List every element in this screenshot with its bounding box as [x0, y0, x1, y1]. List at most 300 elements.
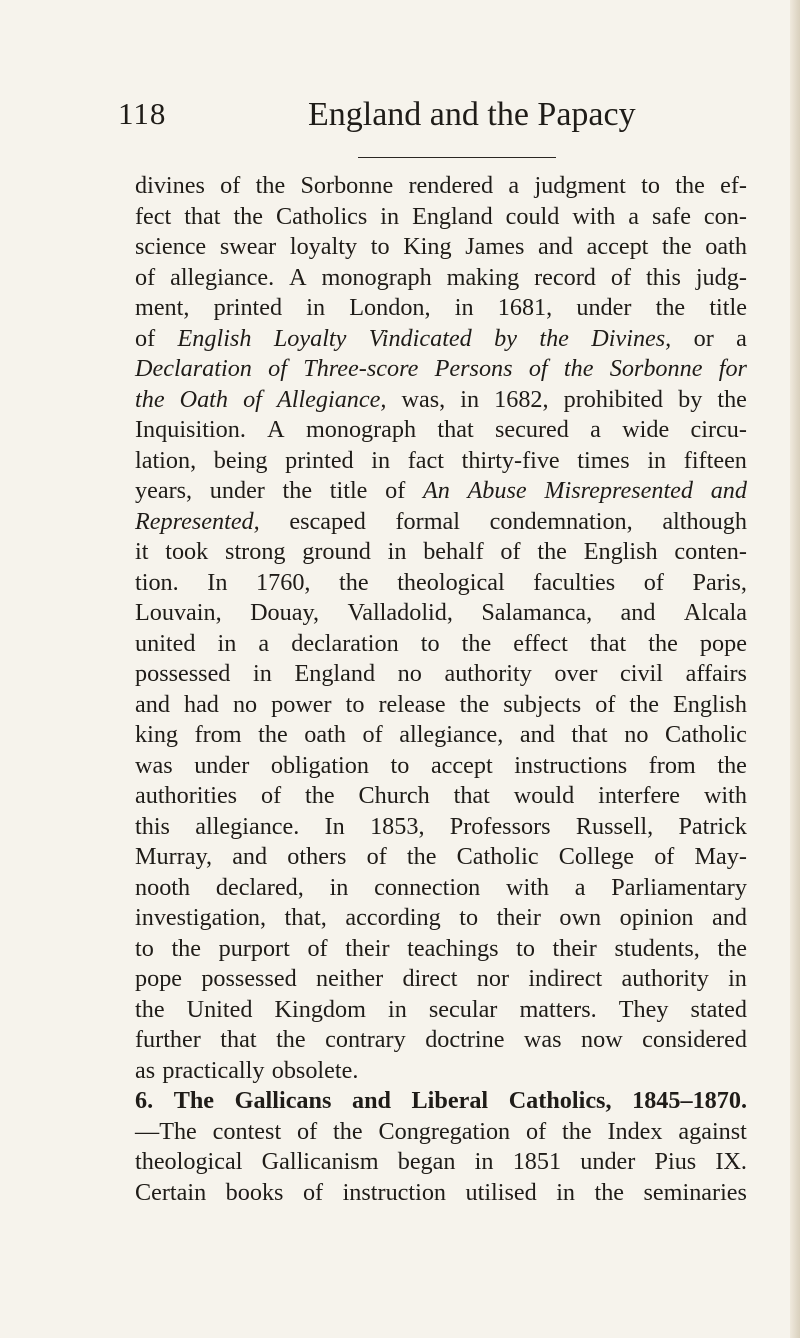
word: over: [554, 660, 598, 687]
word: instructions: [514, 751, 628, 779]
word: Gallicanism: [261, 1148, 379, 1175]
word: the: [629, 690, 659, 718]
word: secured: [494, 416, 569, 443]
word: although: [662, 507, 747, 535]
word: ef-: [720, 172, 747, 199]
word: in: [647, 446, 667, 474]
word: swear: [219, 233, 277, 260]
word: of: [362, 721, 383, 748]
word: Index: [607, 1117, 663, 1145]
text-line: [135, 232, 747, 263]
word: against: [678, 1117, 747, 1145]
word: considered: [642, 1026, 747, 1053]
word: subjects: [503, 690, 582, 718]
page-header: [118, 96, 638, 142]
word: monograph: [321, 263, 432, 291]
word: behalf: [423, 538, 484, 565]
word: Certain: [135, 1178, 207, 1206]
word: In: [207, 568, 228, 596]
text-line: [135, 995, 747, 1026]
word: Douay,: [250, 599, 320, 626]
word: 1681,: [497, 294, 553, 321]
word: In: [324, 812, 345, 840]
word: in: [253, 660, 272, 687]
word: effect: [513, 629, 568, 657]
word: pope: [699, 629, 747, 657]
text-line: [135, 812, 747, 843]
word: and: [519, 721, 555, 748]
word: a: [258, 629, 270, 657]
word: accept: [586, 233, 649, 260]
word: the: [276, 1026, 306, 1053]
word: possessed: [135, 660, 231, 687]
word: Loyalty: [273, 324, 347, 352]
word: strong: [225, 538, 286, 565]
word: Gallicans: [234, 1087, 332, 1114]
word: or: [693, 324, 714, 352]
word: by: [678, 385, 703, 413]
word: authority: [621, 965, 709, 992]
word: in: [474, 1148, 494, 1175]
word: a: [508, 172, 520, 199]
word: —The: [135, 1117, 197, 1145]
word: that: [453, 782, 490, 809]
word: the: [459, 690, 490, 718]
word: Allegiance,: [276, 385, 387, 413]
word: from: [194, 721, 242, 748]
word: London,: [349, 294, 431, 321]
word: a: [736, 324, 747, 352]
word: the: [333, 1117, 363, 1145]
word: the: [563, 355, 594, 382]
word: theological: [397, 568, 505, 596]
word: authorities: [135, 782, 238, 809]
word: under: [576, 294, 632, 321]
text-line: [135, 476, 747, 507]
text-line: [135, 1147, 747, 1178]
word: of: [220, 172, 241, 199]
word: printed: [285, 446, 354, 474]
word: the: [594, 1178, 625, 1206]
word: a: [574, 873, 586, 901]
word: under: [580, 1148, 636, 1175]
word: of: [261, 782, 282, 809]
word: nooth: [135, 873, 191, 901]
text-line: [135, 903, 747, 934]
text-line: [135, 1086, 747, 1117]
word: to: [420, 629, 440, 657]
word: the: [662, 233, 692, 260]
word: science: [135, 233, 207, 260]
word: no: [624, 721, 649, 748]
word: oath: [304, 721, 346, 748]
word: of: [654, 843, 675, 870]
word: the: [461, 629, 492, 657]
text-line: [135, 964, 747, 995]
word: Liberal: [411, 1087, 489, 1114]
text-line: [135, 873, 747, 904]
text-line: [135, 1117, 747, 1148]
word: possessed: [201, 965, 297, 992]
word: England: [294, 660, 376, 687]
word: Valladolid,: [347, 599, 453, 626]
word: with: [506, 873, 550, 901]
text-line: [135, 842, 747, 873]
word: oath: [705, 233, 747, 260]
word: the: [537, 538, 567, 565]
word: allegiance.: [195, 812, 300, 840]
word: nor: [476, 965, 510, 992]
word: took: [165, 538, 209, 565]
word: was,: [401, 385, 446, 413]
word: Church: [358, 782, 430, 809]
word: of: [526, 1117, 547, 1145]
word: Louvain,: [135, 599, 222, 626]
word: allegiance.: [170, 263, 275, 291]
word: United: [186, 995, 253, 1023]
text-line: [135, 537, 747, 568]
word: of: [528, 355, 548, 382]
word: the: [717, 934, 747, 962]
word: thirty-five: [461, 446, 560, 474]
word: Alcala: [683, 599, 747, 626]
word: monograph: [305, 416, 417, 443]
word: as: [135, 1056, 156, 1084]
word: James: [465, 233, 525, 260]
word: Paris,: [692, 568, 747, 596]
text-line: [135, 690, 747, 721]
text-line: [135, 751, 747, 782]
word: title: [329, 477, 368, 504]
word: obligation: [270, 751, 369, 779]
word: from: [648, 751, 696, 779]
word: Salamanca,: [481, 599, 593, 626]
text-line: [135, 1025, 747, 1056]
word: A: [267, 416, 285, 443]
word: according: [345, 904, 441, 931]
word: Catholics,: [508, 1087, 612, 1114]
word: to: [459, 904, 479, 931]
word: 1845–1870.: [632, 1087, 747, 1114]
word: rendered: [408, 172, 494, 199]
word: the: [233, 202, 263, 230]
word: formal: [395, 507, 460, 535]
word: wide: [622, 416, 670, 443]
word: king: [135, 721, 179, 748]
word: others: [287, 843, 347, 870]
word: a: [628, 202, 640, 230]
word: the: [717, 751, 747, 779]
text-line: [135, 202, 747, 233]
word: printed: [213, 294, 283, 321]
word: of: [643, 568, 664, 596]
word: the: [282, 477, 313, 504]
word: divines: [135, 172, 205, 199]
word: in: [728, 965, 747, 992]
word: matters.: [519, 995, 597, 1023]
text-line: [135, 659, 747, 690]
word: Declaration: [135, 355, 252, 382]
word: Russell,: [575, 812, 654, 840]
word: instruction: [342, 1178, 447, 1206]
text-line: [135, 568, 747, 599]
word: in: [454, 294, 474, 321]
word: teachings: [407, 934, 499, 962]
word: May-: [694, 843, 747, 870]
word: own: [559, 904, 602, 931]
page-number: 118: [118, 96, 167, 131]
word: interfere: [598, 782, 681, 809]
word: of: [307, 934, 328, 962]
word: the: [305, 782, 335, 809]
running-title: England and the Papacy: [308, 96, 636, 133]
word: Catholic: [456, 843, 539, 870]
text-line: [135, 293, 747, 324]
word: the: [406, 843, 437, 870]
word: of: [385, 477, 406, 504]
word: of: [595, 690, 616, 718]
word: making: [446, 263, 520, 291]
word: obsolete.: [271, 1056, 359, 1084]
word: their: [496, 904, 541, 931]
word: Congregation: [378, 1117, 511, 1145]
word: English: [177, 324, 252, 352]
word: the: [655, 294, 686, 321]
word: Persons: [434, 355, 513, 382]
word: for: [718, 355, 747, 382]
word: in: [329, 873, 349, 901]
word: 1851: [512, 1148, 562, 1175]
word: stated: [690, 995, 747, 1023]
word: in: [371, 446, 391, 474]
word: investigation,: [135, 904, 266, 931]
word: Catholics: [275, 202, 368, 230]
word: conten-: [674, 538, 747, 565]
word: practically: [162, 1056, 265, 1084]
word: to: [370, 233, 390, 260]
word: con-: [703, 202, 747, 230]
word: record: [534, 263, 596, 291]
word: College: [558, 843, 635, 870]
word: no: [397, 660, 422, 687]
word: the: [135, 385, 165, 413]
word: Sorbonne: [300, 172, 394, 199]
word: 1760,: [256, 568, 311, 596]
word: the: [135, 995, 165, 1023]
text-line: [135, 507, 747, 538]
word: safe: [652, 202, 691, 230]
word: to: [516, 934, 535, 962]
word: theological: [135, 1148, 243, 1175]
word: pope: [135, 965, 183, 992]
word: under: [209, 477, 265, 504]
word: this: [135, 812, 170, 840]
word: in: [556, 1178, 576, 1206]
text-line: [135, 598, 747, 629]
word: A: [289, 263, 307, 291]
word: allegiance,: [399, 721, 504, 748]
word: and: [351, 1087, 391, 1114]
word: in: [217, 629, 237, 657]
word: no: [232, 690, 258, 718]
header-rule: [358, 157, 556, 158]
word: purport: [218, 934, 290, 962]
word: opinion: [619, 904, 694, 931]
word: of: [135, 263, 156, 291]
word: affairs: [685, 660, 747, 687]
word: An: [422, 477, 450, 504]
word: that: [184, 202, 221, 230]
word: Oath: [179, 385, 228, 413]
word: now: [581, 1026, 623, 1053]
word: and: [710, 477, 747, 504]
word: the: [255, 172, 286, 199]
word: Sorbonne: [609, 355, 703, 382]
word: condemnation,: [489, 507, 633, 535]
word: utilised: [465, 1178, 537, 1206]
word: the: [339, 568, 369, 596]
word: times: [577, 446, 630, 474]
word: that: [220, 1026, 257, 1053]
word: They: [618, 995, 669, 1023]
word: Abuse: [467, 477, 527, 504]
word: Three-score: [303, 355, 419, 382]
word: England: [412, 202, 493, 230]
word: and: [135, 690, 170, 718]
word: seminaries: [643, 1178, 747, 1206]
word: IX.: [715, 1148, 747, 1175]
text-line: [135, 1056, 747, 1087]
word: of: [135, 324, 156, 352]
word: united: [135, 629, 196, 657]
word: in: [387, 995, 407, 1023]
text-line: [135, 446, 747, 477]
word: with: [703, 782, 747, 809]
word: circu-: [690, 416, 747, 443]
word: faculties: [533, 568, 616, 596]
word: loyalty: [289, 233, 358, 260]
text-line: [135, 934, 747, 965]
word: further: [135, 1026, 201, 1053]
word: King: [403, 233, 452, 260]
text-line: [135, 781, 747, 812]
body-text: [135, 171, 747, 1208]
word: ground: [302, 538, 371, 565]
word: of: [302, 1178, 324, 1206]
word: to: [390, 751, 410, 779]
word: contest: [212, 1117, 282, 1145]
word: civil: [620, 660, 663, 687]
word: with: [572, 202, 616, 230]
word: Divines,: [591, 324, 672, 352]
word: release: [378, 690, 446, 718]
word: doctrine: [425, 1026, 505, 1053]
word: direct: [402, 965, 458, 992]
page-edge: [790, 0, 800, 1338]
word: the: [258, 721, 288, 748]
text-line: [135, 324, 747, 355]
word: contrary: [325, 1026, 406, 1053]
word: judgment: [534, 172, 626, 199]
word: 1682,: [494, 385, 549, 413]
word: tion.: [135, 568, 179, 596]
word: Kingdom: [274, 995, 366, 1023]
word: The: [173, 1087, 215, 1114]
word: Catholic: [664, 721, 747, 748]
word: the: [648, 629, 678, 657]
word: of: [268, 355, 287, 382]
word: fect: [135, 202, 172, 230]
word: ment,: [135, 294, 190, 321]
word: title: [709, 294, 747, 321]
word: students,: [614, 934, 700, 962]
word: that: [437, 416, 474, 443]
word: and: [712, 904, 747, 931]
word: Patrick: [678, 812, 747, 840]
word: books: [225, 1178, 284, 1206]
text-line: [135, 629, 747, 660]
word: in: [380, 202, 400, 230]
word: judg-: [695, 263, 747, 291]
word: that,: [284, 904, 327, 931]
word: to: [135, 934, 154, 962]
word: of: [610, 263, 631, 291]
word: the: [539, 324, 569, 352]
word: declaration: [291, 629, 399, 657]
word: began: [397, 1148, 456, 1175]
word: power: [271, 690, 332, 718]
word: Misrepresented: [544, 477, 693, 504]
word: the: [562, 1117, 592, 1145]
word: by: [494, 324, 517, 352]
text-line: [135, 720, 747, 751]
word: connection: [374, 873, 481, 901]
word: 6.: [135, 1087, 154, 1114]
word: 1853,: [370, 812, 425, 840]
word: had: [183, 690, 219, 718]
word: and: [232, 843, 268, 870]
word: escaped: [289, 507, 366, 535]
word: Represented,: [135, 507, 260, 535]
word: in: [460, 385, 480, 413]
text-line: [135, 385, 747, 416]
word: and: [538, 233, 573, 260]
word: fifteen: [683, 446, 747, 474]
text-line: [135, 1178, 747, 1209]
word: neither: [316, 965, 384, 992]
word: Vindicated: [368, 324, 472, 352]
word: lation,: [135, 446, 197, 474]
word: to: [345, 690, 365, 718]
word: of: [500, 538, 521, 565]
word: the: [717, 385, 747, 413]
word: accept: [430, 751, 493, 779]
text-line: [135, 415, 747, 446]
word: English: [673, 690, 747, 718]
text-line: [135, 263, 747, 294]
word: could: [505, 202, 560, 230]
word: their: [552, 934, 597, 962]
word: the: [171, 934, 201, 962]
word: years,: [135, 477, 193, 504]
word: Inquisition.: [135, 416, 246, 443]
word: to: [641, 172, 660, 199]
word: was: [523, 1026, 562, 1053]
word: under: [194, 751, 250, 779]
word: being: [213, 446, 268, 474]
word: declared,: [215, 873, 304, 901]
word: that: [589, 629, 627, 657]
